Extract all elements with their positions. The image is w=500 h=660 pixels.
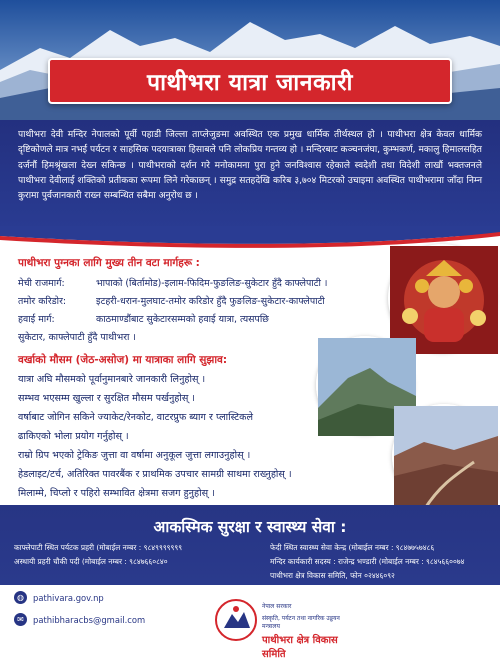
mail-icon: ✉ [14, 613, 27, 626]
logo-name: पाथीभरा क्षेत्र विकास समिति [262, 635, 338, 660]
route-text: भापाको (बिर्तामोड)-इलाम-फिदिम-फुङलिङ-सुकेटार हुँदै काफ्लेपाटी । [96, 278, 328, 289]
contact-line: मन्दिर कार्यकारी सदस्य : राजेन्द्र भण्डारी (मोबाईल नम्बर : ९८४५६६००७४ [270, 557, 465, 566]
trail-image [394, 406, 498, 510]
goddess-photo [388, 244, 496, 352]
contact-line: फेदी स्थित स्वास्थ्य सेवा केन्द्र (मोबाईल नम्बर : ९८४७७५७४८६ [270, 543, 435, 552]
tip-item: यात्रा अघि मौसमको पूर्वानुमानबारे जानकारी लिनुहोस् । [18, 374, 206, 385]
route-text: काठमाण्डौंबाट सुकेटारसम्मको हवाई यात्रा, त्यसपछि [96, 314, 269, 325]
globe-icon: ◍ [14, 591, 27, 604]
route-text: इटहरी-धरान-मुलघाट-तमोर करिडोर हुँदै फुङलिङ-सुकेटार-काफ्लेपाटी [96, 296, 325, 307]
logo-line2: संस्कृति, पर्यटन तथा नागरिक उड्डयन मन्त्रालय [262, 615, 340, 630]
tip-start: मिलाम्मे, [18, 488, 47, 499]
monsoon-heading: वर्खाको मौसम (जेठ-असोज) मा यात्राका लागि सुझाव: [18, 354, 228, 366]
website-link[interactable]: pathivara.gov.np [33, 592, 104, 603]
emergency-band [0, 505, 500, 585]
contact-line: अस्थायी प्रहरी चौकी पदी (मोबाईल नम्बर : ९८४७६६०८४० [14, 557, 168, 566]
intro-section [0, 120, 500, 236]
logo-line1: नेपाल सरकार [262, 603, 292, 610]
email-row [14, 613, 145, 626]
trail-photo [392, 404, 496, 508]
contact-line: पाथीभरा क्षेत्र विकास समिति, फोन ०२४४६०९२ [270, 571, 395, 580]
title-box [48, 58, 452, 104]
emblem-icon [214, 598, 258, 642]
route-label: हवाई मार्ग: [18, 314, 55, 325]
tip-item [18, 486, 215, 499]
route-label: मेची राजमार्ग: [18, 278, 65, 289]
route-mechi [18, 276, 327, 289]
intro-paragraph: पाथीभरा देवी मन्दिर नेपालको पूर्वी पहाडी जिल्ला ताप्लेजुङमा अवस्थित एक प्रमुख धार्मिक तीर्थस्थल हो । पाथीभरा क्षेत्र केवल धार्मिक दृष्टिकोणले मात्र नभई पर्यटन र साहसिक पदयात्राका हिसाबले पनि लोकप्रिय गन्तव्य हो । मन्दिरबाट कञ्चनजंघा, कुम्भकर्ण, मकालु हिमालसहित दर्जनौं हिमश्रृंखला देख्न सकिन्छ । पाथीभराको दर्शन गरे मनोकामना पुरा हुने जनविश्वास रहेकाले स्वदेशी तथा विदेशी लाखौं भक्तजनले पाथीभरा देवीलाई शक्तिको प्रतीकका रूपमा लिने गरेकाछन् । समुद्र सतहदेखि करिब ३,७०४ मिटरको उचाइमा अवस्थित पाथीभरामा जाँदा निम्न कुरामा पुर्वजानकारी राख्न सम्बन्धित सबैमा अनुरोध छ । [18, 130, 482, 202]
tip-item: राम्रो ग्रिप भएको ट्रेकिङ जुत्ता वा वर्षामा अनुकूल जुत्ता लगाउनुहोस् । [18, 450, 251, 461]
page-title: पाथीभरा यात्रा जानकारी [147, 70, 353, 96]
route-air-continuation: सुकेटार, काफ्लेपाटी हुँदै पाथीभरा । [18, 332, 136, 343]
emergency-title: आकस्मिक सुरक्षा र स्वास्थ्य सेवा : [153, 518, 347, 536]
main-content [0, 240, 500, 505]
tip-item: सम्भव भएसम्म खुल्ला र सुरक्षित मौसम पर्खनुहोस् । [18, 393, 196, 404]
website-row [14, 591, 104, 604]
committee-logo [214, 598, 354, 660]
tip-rest: चिप्लो र पहिरो सम्भावित क्षेत्रमा सजग हुनुहोस् । [49, 488, 215, 499]
header-banner [0, 0, 500, 120]
route-label: तमोर करिडोर: [18, 296, 67, 307]
route-tamor [18, 294, 325, 307]
route-air [18, 312, 269, 325]
email-link[interactable]: pathibharacbs@gmail.com [33, 614, 146, 625]
footer [0, 505, 500, 660]
tip-item: वर्षाबाट जोगिन सकिने ज्याकेट/रेनकोट, वाटरप्रुफ ब्याग र प्लास्टिकले [18, 412, 254, 423]
tip-item: ढाकिएको भोला प्रयोग गर्नुहोस् । [18, 431, 129, 442]
tip-item: हेडलाइट/टर्च, अतिरिक्त पावरबैंक र प्राथमिक उपचार सामग्री साथमा राख्नुहोस् । [18, 469, 292, 480]
routes-heading: पाथीभरा पुग्नका लागि मुख्य तीन वटा मार्गहरू : [18, 257, 200, 269]
contact-line: काफ्लेपाटी स्थित पर्यटक प्रहरी (मोबाईल नम्बर : ९८४९९९९९९९ [14, 543, 183, 552]
